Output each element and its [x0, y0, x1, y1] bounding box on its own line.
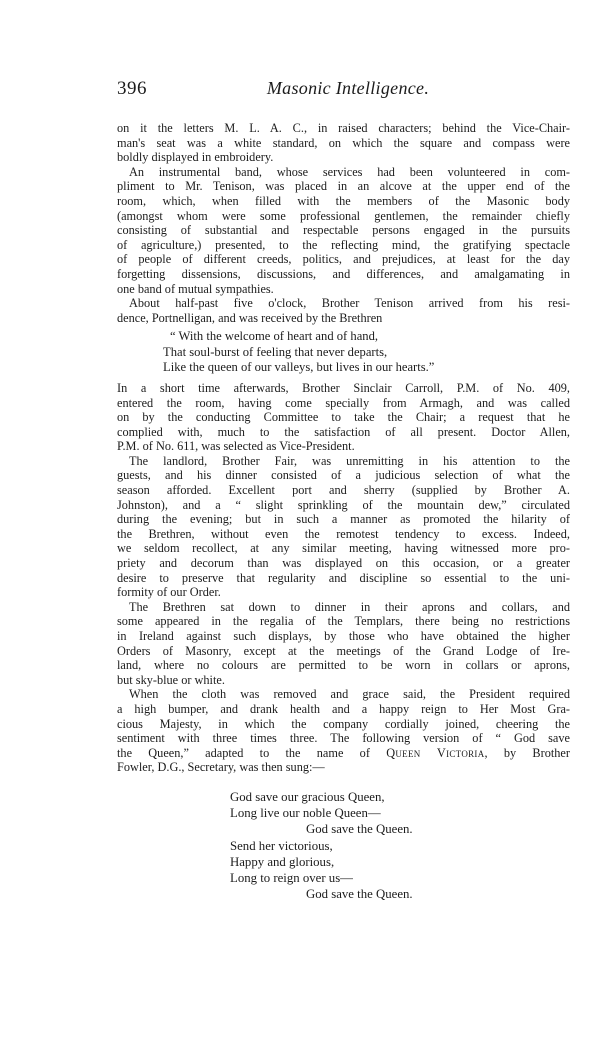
verse-line: That soul-burst of feeling that never departs,: [163, 344, 388, 359]
anthem-line: Long to reign over us—: [230, 870, 353, 885]
text-line: formity of our Order.: [117, 585, 221, 600]
text-segment: , by Brother: [484, 745, 570, 760]
paragraph-toast: [117, 687, 570, 775]
text-line: dence, Portnelligan, and was received by the Brethren: [117, 310, 383, 325]
anthem-verse: [117, 789, 570, 902]
text-line: some appeared in the regalia of the Templars, there being no restrictions: [117, 614, 570, 629]
text-line: land, where no colours are permitted to be worn in collars or aprons,: [117, 658, 570, 673]
anthem-line: Send her victorious,: [230, 838, 333, 853]
text-line: we seldom recollect, at any similar meeting, having witnessed more pro-: [117, 541, 570, 556]
verse-line: Like the queen of our valleys, but lives in our hearts.”: [163, 359, 435, 374]
paragraph-aprons-collars: [117, 600, 570, 688]
text-line: cious Majesty, in which the company cordially joined, cheering the: [117, 716, 570, 731]
text-line: the Brethren, without even the remotest tendency to excess. Indeed,: [117, 526, 570, 541]
text-line: of agriculture,) presented, to the reflecting mind, the gratifying spectacle: [117, 237, 570, 252]
text-line: forgetting dissensions, discussions, and differences, and amalgamating in: [117, 266, 570, 281]
anthem-refrain: God save the Queen.: [306, 887, 413, 902]
text-line: during the evening; but in such a manner as promoted the hilarity of: [117, 512, 570, 527]
text-line: [117, 746, 570, 761]
running-title: Masonic Intelligence.: [266, 78, 430, 98]
text-line: season afforded. Excellent port and sherry (supplied by Brother A.: [117, 483, 570, 498]
text-line: but sky-blue or white.: [117, 672, 225, 687]
text-line: room, which, when filled with the members of the Masonic body: [117, 193, 570, 208]
anthem-line: Long live our noble Queen—: [230, 806, 381, 821]
text-line: boldly displayed in embroidery.: [117, 150, 274, 165]
text-line: sentiment with three times three. The following version of “ God save: [117, 731, 570, 746]
text-line: in Ireland against such displays, by those who have obtained the higher: [117, 629, 570, 644]
text-segment: the Queen,” adapted to the name of: [117, 745, 387, 760]
text-line: consisting of substantial and respectable persons engaged in the pursuits: [117, 223, 570, 238]
page-header: [117, 78, 579, 102]
text-line: on by the conducting Committee to take the Chair; a request that he: [117, 410, 570, 425]
text-line: An instrumental band, whose services had been volunteered in com-: [129, 164, 570, 179]
text-line: guests, and his dinner consisted of a judicious selection of what the: [117, 468, 570, 483]
text-line: complied with, much to the satisfaction of all present. Doctor Allen,: [117, 424, 570, 439]
paragraph-tenison-arrival: [117, 296, 570, 325]
verse-line: “ With the welcome of heart and of hand,: [170, 329, 379, 344]
text-line: man's seat was a white standard, on which the square and compass were: [117, 135, 570, 150]
anthem-refrain: God save the Queen.: [306, 822, 413, 837]
queen-victoria-smallcaps: Queen Victoria: [386, 745, 485, 760]
anthem-line: Happy and glorious,: [230, 854, 335, 869]
paragraph-landlord-dinner: [117, 454, 570, 600]
page-number: 396: [117, 78, 147, 99]
text-line: pliment to Mr. Tenison, was placed in an alcove at the upper end of the: [117, 179, 570, 194]
text-line: one band of mutual sympathies.: [117, 281, 274, 296]
quoted-verse: [117, 329, 570, 375]
text-line: In a short time afterwards, Brother Sinclair Carroll, P.M. of No. 409,: [117, 380, 570, 395]
text-line: The landlord, Brother Fair, was unremitting in his attention to the: [129, 453, 570, 468]
body-text: [117, 121, 570, 902]
text-line: of people of different creeds, politics, and prejudices, at least for the day: [117, 252, 570, 267]
text-line: When the cloth was removed and grace said, the President required: [129, 687, 570, 702]
paragraph-instrumental-band: [117, 165, 570, 296]
text-line: entered the room, having come specially from Armagh, and was called: [117, 395, 570, 410]
text-line: The Brethren sat down to dinner in their aprons and collars, and: [129, 599, 570, 614]
text-line: Orders of Masonry, except at the meetings of the Grand Lodge of Ire-: [117, 643, 570, 658]
text-line: (amongst whom were some professional gentlemen, the remainder chiefly: [117, 208, 570, 223]
text-line: About half-past five o'clock, Brother Tenison arrived from his resi-: [129, 296, 570, 311]
text-line: a high bumper, and drank health and a happy reign to Her Most Gra-: [117, 701, 570, 716]
text-line: priety and decorum than was displayed on this occasion, or a greater: [117, 556, 570, 571]
text-line: P.M. of No. 611, was selected as Vice-President.: [117, 439, 355, 454]
paragraph-chair-election: [117, 381, 570, 454]
text-line: Johnston), and a “ slight sprinkling of the mountain dew,” circulated: [117, 497, 570, 512]
paragraph-letters-standard: [117, 121, 570, 165]
text-line: Fowler, D.G., Secretary, was then sung:—: [117, 760, 325, 775]
text-line: desire to preserve that regularity and discipline so essential to the uni-: [117, 570, 570, 585]
text-line: on it the letters M. L. A. C., in raised characters; behind the Vice-Chair-: [117, 121, 570, 135]
anthem-line: God save our gracious Queen,: [230, 789, 385, 804]
